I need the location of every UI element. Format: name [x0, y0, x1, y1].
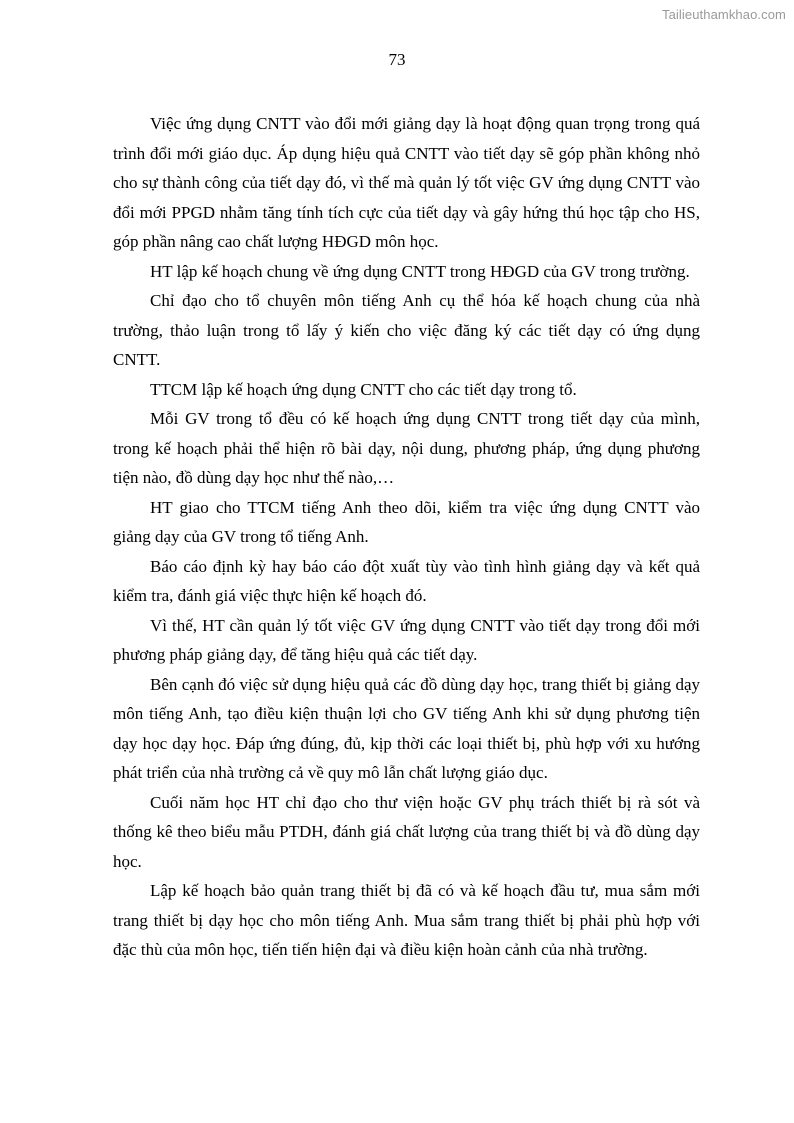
paragraph: Lập kế hoạch bảo quản trang thiết bị đã có và kế hoạch đầu tư, mua sắm mới trang thiết bị dạy học cho môn tiếng Anh. Mua sắm trang thiết bị phải phù hợp với đặc thù của môn học, tiến tiến hiện đại và điều kiện hoàn cảnh của nhà trường. [113, 881, 700, 959]
paragraph: Báo cáo định kỳ hay báo cáo đột xuất tùy vào tình hình giảng dạy và kết quả kiểm tra, đánh giá việc thực hiện kế hoạch đó. [113, 556, 700, 605]
paragraph: HT lập kế hoạch chung về ứng dụng CNTT trong HĐGD của GV trong trường. [150, 261, 690, 281]
paragraph: Vì thế, HT cần quản lý tốt việc GV ứng dụng CNTT vào tiết dạy trong đổi mới phương pháp giảng dạy, để tăng hiệu quả các tiết dạy. [113, 615, 700, 664]
paragraph: Mỗi GV trong tổ đều có kế hoạch ứng dụng CNTT trong tiết dạy của mình, trong kế hoạch phải thể hiện rõ bài dạy, nội dung, phương pháp, ứng dụng phương tiện nào, đồ dùng dạy học như thế nào,… [113, 409, 700, 487]
page-number: 73 [388, 50, 406, 69]
paragraph: Cuối năm học HT chỉ đạo cho thư viện hoặc GV phụ trách thiết bị rà sót và thống kê theo biểu mẫu PTDH, đánh giá chất lượng của trang thiết bị và đồ dùng dạy học. [113, 792, 700, 871]
watermark: Tailieuthamkhao.com [661, 7, 786, 22]
paragraph: Chỉ đạo cho tổ chuyên môn tiếng Anh cụ thể hóa kế hoạch chung của nhà trường, thảo luận trong tổ lấy ý kiến cho việc đăng ký các tiết dạy có ứng dụng CNTT. [113, 291, 700, 369]
document-body [113, 109, 700, 965]
paragraph: TTCM lập kế hoạch ứng dụng CNTT cho các tiết dạy trong tổ. [150, 379, 577, 399]
paragraph: Việc ứng dụng CNTT vào đổi mới giảng dạy là hoạt động quan trọng trong quá trình đổi mới giáo dục. Áp dụng hiệu quả CNTT vào tiết dạy sẽ góp phần không nhỏ cho sự thành công của tiết dạy đó, vì thế mà quản lý tốt việc GV ứng dụng CNTT vào đổi mới PPGD nhằm tăng tính tích cực của tiết dạy và gây hứng thú học tập cho HS, góp phần nâng cao chất lượng HĐGD môn học. [113, 114, 700, 251]
paragraph: Bên cạnh đó việc sử dụng hiệu quả các đồ dùng dạy học, trang thiết bị giảng dạy môn tiếng Anh, tạo điều kiện thuận lợi cho GV tiếng Anh khi sử dụng phương tiện dạy học dạy học. Đáp ứng đúng, đủ, kịp thời các loại thiết bị, phù hợp với xu hướng phát triển của nhà trường cả về quy mô lẫn chất lượng giáo dục. [113, 674, 700, 782]
paragraph: HT giao cho TTCM tiếng Anh theo dõi, kiểm tra việc ứng dụng CNTT vào giảng dạy của GV trong tổ tiếng Anh. [113, 497, 700, 546]
